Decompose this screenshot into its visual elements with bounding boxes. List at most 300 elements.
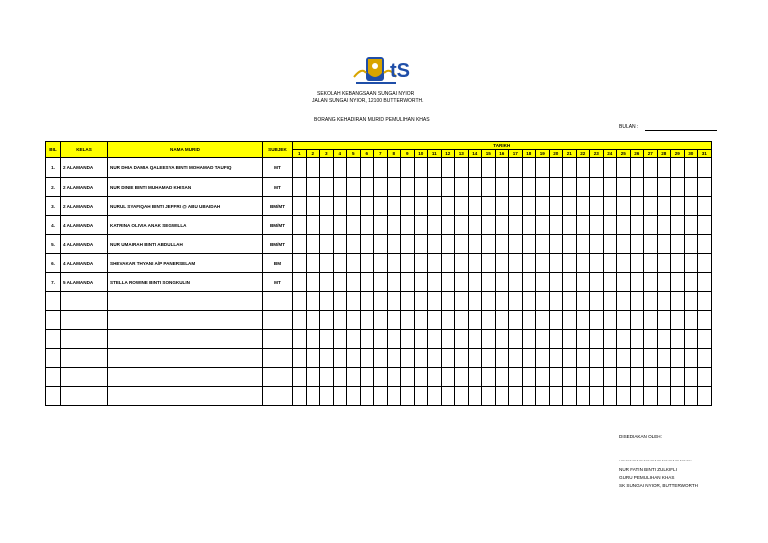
attendance-cell[interactable] bbox=[509, 216, 523, 235]
attendance-cell[interactable] bbox=[563, 387, 577, 406]
attendance-cell[interactable] bbox=[401, 178, 415, 197]
attendance-cell[interactable] bbox=[549, 273, 563, 292]
attendance-cell[interactable] bbox=[563, 273, 577, 292]
attendance-cell[interactable] bbox=[482, 330, 496, 349]
bulan-field[interactable] bbox=[645, 130, 717, 131]
attendance-cell[interactable] bbox=[495, 292, 509, 311]
attendance-cell[interactable] bbox=[509, 292, 523, 311]
attendance-cell[interactable] bbox=[293, 292, 307, 311]
attendance-cell[interactable] bbox=[360, 273, 374, 292]
attendance-cell[interactable] bbox=[414, 158, 428, 178]
attendance-cell[interactable] bbox=[401, 216, 415, 235]
attendance-cell[interactable] bbox=[306, 158, 320, 178]
attendance-cell[interactable] bbox=[320, 158, 334, 178]
attendance-cell[interactable] bbox=[576, 330, 590, 349]
attendance-cell[interactable] bbox=[509, 158, 523, 178]
attendance-cell[interactable] bbox=[455, 158, 469, 178]
attendance-cell[interactable] bbox=[495, 216, 509, 235]
attendance-cell[interactable] bbox=[684, 311, 698, 330]
attendance-cell[interactable] bbox=[320, 197, 334, 216]
attendance-cell[interactable] bbox=[536, 349, 550, 368]
attendance-cell[interactable] bbox=[657, 292, 671, 311]
attendance-cell[interactable] bbox=[644, 368, 658, 387]
attendance-cell[interactable] bbox=[401, 197, 415, 216]
attendance-cell[interactable] bbox=[536, 387, 550, 406]
attendance-cell[interactable] bbox=[333, 349, 347, 368]
attendance-cell[interactable] bbox=[360, 387, 374, 406]
attendance-cell[interactable] bbox=[684, 349, 698, 368]
attendance-cell[interactable] bbox=[347, 387, 361, 406]
attendance-cell[interactable] bbox=[306, 216, 320, 235]
attendance-cell[interactable] bbox=[401, 158, 415, 178]
attendance-cell[interactable] bbox=[549, 349, 563, 368]
attendance-cell[interactable] bbox=[590, 273, 604, 292]
attendance-cell[interactable] bbox=[320, 292, 334, 311]
attendance-cell[interactable] bbox=[590, 368, 604, 387]
attendance-cell[interactable] bbox=[306, 273, 320, 292]
attendance-cell[interactable] bbox=[306, 235, 320, 254]
attendance-cell[interactable] bbox=[644, 387, 658, 406]
attendance-cell[interactable] bbox=[576, 235, 590, 254]
attendance-cell[interactable] bbox=[482, 197, 496, 216]
attendance-cell[interactable] bbox=[522, 292, 536, 311]
attendance-cell[interactable] bbox=[630, 178, 644, 197]
attendance-cell[interactable] bbox=[428, 311, 442, 330]
attendance-cell[interactable] bbox=[468, 349, 482, 368]
attendance-cell[interactable] bbox=[495, 273, 509, 292]
attendance-cell[interactable] bbox=[306, 330, 320, 349]
attendance-cell[interactable] bbox=[563, 349, 577, 368]
attendance-cell[interactable] bbox=[671, 158, 685, 178]
attendance-cell[interactable] bbox=[698, 387, 712, 406]
attendance-cell[interactable] bbox=[401, 254, 415, 273]
attendance-cell[interactable] bbox=[671, 311, 685, 330]
attendance-cell[interactable] bbox=[387, 349, 401, 368]
attendance-cell[interactable] bbox=[563, 368, 577, 387]
attendance-cell[interactable] bbox=[333, 368, 347, 387]
attendance-cell[interactable] bbox=[333, 273, 347, 292]
attendance-cell[interactable] bbox=[522, 387, 536, 406]
attendance-cell[interactable] bbox=[333, 311, 347, 330]
attendance-cell[interactable] bbox=[522, 178, 536, 197]
attendance-cell[interactable] bbox=[644, 311, 658, 330]
attendance-cell[interactable] bbox=[630, 254, 644, 273]
attendance-cell[interactable] bbox=[590, 235, 604, 254]
attendance-cell[interactable] bbox=[603, 311, 617, 330]
attendance-cell[interactable] bbox=[522, 349, 536, 368]
attendance-cell[interactable] bbox=[468, 178, 482, 197]
attendance-cell[interactable] bbox=[441, 273, 455, 292]
attendance-cell[interactable] bbox=[698, 273, 712, 292]
attendance-cell[interactable] bbox=[293, 254, 307, 273]
attendance-cell[interactable] bbox=[401, 311, 415, 330]
attendance-cell[interactable] bbox=[644, 197, 658, 216]
attendance-cell[interactable] bbox=[657, 158, 671, 178]
attendance-cell[interactable] bbox=[644, 349, 658, 368]
attendance-cell[interactable] bbox=[671, 178, 685, 197]
attendance-cell[interactable] bbox=[455, 273, 469, 292]
attendance-cell[interactable] bbox=[698, 330, 712, 349]
attendance-cell[interactable] bbox=[347, 368, 361, 387]
attendance-cell[interactable] bbox=[401, 235, 415, 254]
attendance-cell[interactable] bbox=[374, 368, 388, 387]
attendance-cell[interactable] bbox=[657, 254, 671, 273]
attendance-cell[interactable] bbox=[441, 292, 455, 311]
attendance-cell[interactable] bbox=[482, 158, 496, 178]
attendance-cell[interactable] bbox=[617, 197, 631, 216]
attendance-cell[interactable] bbox=[603, 368, 617, 387]
attendance-cell[interactable] bbox=[428, 158, 442, 178]
attendance-cell[interactable] bbox=[630, 330, 644, 349]
attendance-cell[interactable] bbox=[617, 330, 631, 349]
attendance-cell[interactable] bbox=[387, 235, 401, 254]
attendance-cell[interactable] bbox=[630, 273, 644, 292]
attendance-cell[interactable] bbox=[428, 292, 442, 311]
attendance-cell[interactable] bbox=[684, 197, 698, 216]
attendance-cell[interactable] bbox=[468, 158, 482, 178]
attendance-cell[interactable] bbox=[347, 178, 361, 197]
attendance-cell[interactable] bbox=[347, 197, 361, 216]
attendance-cell[interactable] bbox=[603, 216, 617, 235]
attendance-cell[interactable] bbox=[374, 311, 388, 330]
attendance-cell[interactable] bbox=[576, 368, 590, 387]
attendance-cell[interactable] bbox=[698, 368, 712, 387]
attendance-cell[interactable] bbox=[563, 330, 577, 349]
attendance-cell[interactable] bbox=[522, 368, 536, 387]
attendance-cell[interactable] bbox=[306, 197, 320, 216]
attendance-cell[interactable] bbox=[536, 292, 550, 311]
attendance-cell[interactable] bbox=[320, 387, 334, 406]
attendance-cell[interactable] bbox=[684, 216, 698, 235]
attendance-cell[interactable] bbox=[563, 235, 577, 254]
attendance-cell[interactable] bbox=[657, 197, 671, 216]
attendance-cell[interactable] bbox=[644, 235, 658, 254]
attendance-cell[interactable] bbox=[522, 254, 536, 273]
attendance-cell[interactable] bbox=[333, 254, 347, 273]
attendance-cell[interactable] bbox=[576, 387, 590, 406]
attendance-cell[interactable] bbox=[333, 387, 347, 406]
attendance-cell[interactable] bbox=[482, 254, 496, 273]
attendance-cell[interactable] bbox=[306, 292, 320, 311]
attendance-cell[interactable] bbox=[698, 349, 712, 368]
attendance-cell[interactable] bbox=[644, 216, 658, 235]
attendance-cell[interactable] bbox=[374, 158, 388, 178]
attendance-cell[interactable] bbox=[617, 368, 631, 387]
attendance-cell[interactable] bbox=[549, 216, 563, 235]
attendance-cell[interactable] bbox=[684, 254, 698, 273]
attendance-cell[interactable] bbox=[509, 197, 523, 216]
attendance-cell[interactable] bbox=[495, 387, 509, 406]
attendance-cell[interactable] bbox=[536, 368, 550, 387]
attendance-cell[interactable] bbox=[644, 254, 658, 273]
attendance-cell[interactable] bbox=[617, 178, 631, 197]
attendance-cell[interactable] bbox=[657, 311, 671, 330]
attendance-cell[interactable] bbox=[576, 254, 590, 273]
attendance-cell[interactable] bbox=[401, 349, 415, 368]
attendance-cell[interactable] bbox=[374, 292, 388, 311]
attendance-cell[interactable] bbox=[657, 349, 671, 368]
attendance-cell[interactable] bbox=[414, 330, 428, 349]
attendance-cell[interactable] bbox=[374, 235, 388, 254]
attendance-cell[interactable] bbox=[698, 158, 712, 178]
attendance-cell[interactable] bbox=[684, 292, 698, 311]
attendance-cell[interactable] bbox=[414, 368, 428, 387]
attendance-cell[interactable] bbox=[617, 387, 631, 406]
attendance-cell[interactable] bbox=[495, 158, 509, 178]
attendance-cell[interactable] bbox=[374, 254, 388, 273]
attendance-cell[interactable] bbox=[401, 387, 415, 406]
attendance-cell[interactable] bbox=[590, 330, 604, 349]
attendance-cell[interactable] bbox=[333, 235, 347, 254]
attendance-cell[interactable] bbox=[468, 273, 482, 292]
attendance-cell[interactable] bbox=[590, 254, 604, 273]
attendance-cell[interactable] bbox=[455, 292, 469, 311]
attendance-cell[interactable] bbox=[455, 349, 469, 368]
attendance-cell[interactable] bbox=[603, 254, 617, 273]
attendance-cell[interactable] bbox=[428, 178, 442, 197]
attendance-cell[interactable] bbox=[482, 311, 496, 330]
attendance-cell[interactable] bbox=[387, 292, 401, 311]
attendance-cell[interactable] bbox=[509, 235, 523, 254]
attendance-cell[interactable] bbox=[428, 349, 442, 368]
attendance-cell[interactable] bbox=[509, 387, 523, 406]
attendance-cell[interactable] bbox=[360, 368, 374, 387]
attendance-cell[interactable] bbox=[414, 178, 428, 197]
attendance-cell[interactable] bbox=[320, 368, 334, 387]
attendance-cell[interactable] bbox=[293, 368, 307, 387]
attendance-cell[interactable] bbox=[387, 158, 401, 178]
attendance-cell[interactable] bbox=[387, 387, 401, 406]
attendance-cell[interactable] bbox=[347, 235, 361, 254]
attendance-cell[interactable] bbox=[617, 254, 631, 273]
attendance-cell[interactable] bbox=[576, 158, 590, 178]
attendance-cell[interactable] bbox=[563, 158, 577, 178]
attendance-cell[interactable] bbox=[536, 330, 550, 349]
attendance-cell[interactable] bbox=[320, 273, 334, 292]
attendance-cell[interactable] bbox=[455, 368, 469, 387]
attendance-cell[interactable] bbox=[549, 387, 563, 406]
attendance-cell[interactable] bbox=[414, 235, 428, 254]
attendance-cell[interactable] bbox=[441, 349, 455, 368]
attendance-cell[interactable] bbox=[509, 349, 523, 368]
attendance-cell[interactable] bbox=[428, 254, 442, 273]
attendance-cell[interactable] bbox=[482, 292, 496, 311]
attendance-cell[interactable] bbox=[522, 235, 536, 254]
attendance-cell[interactable] bbox=[347, 216, 361, 235]
attendance-cell[interactable] bbox=[387, 273, 401, 292]
attendance-cell[interactable] bbox=[428, 216, 442, 235]
attendance-cell[interactable] bbox=[671, 216, 685, 235]
attendance-cell[interactable] bbox=[617, 273, 631, 292]
attendance-cell[interactable] bbox=[590, 197, 604, 216]
attendance-cell[interactable] bbox=[401, 273, 415, 292]
attendance-cell[interactable] bbox=[401, 330, 415, 349]
attendance-cell[interactable] bbox=[468, 254, 482, 273]
attendance-cell[interactable] bbox=[455, 254, 469, 273]
attendance-cell[interactable] bbox=[320, 235, 334, 254]
attendance-cell[interactable] bbox=[333, 178, 347, 197]
attendance-cell[interactable] bbox=[414, 273, 428, 292]
attendance-cell[interactable] bbox=[441, 197, 455, 216]
attendance-cell[interactable] bbox=[657, 178, 671, 197]
attendance-cell[interactable] bbox=[306, 349, 320, 368]
attendance-cell[interactable] bbox=[576, 311, 590, 330]
attendance-cell[interactable] bbox=[374, 330, 388, 349]
attendance-cell[interactable] bbox=[509, 254, 523, 273]
attendance-cell[interactable] bbox=[293, 311, 307, 330]
attendance-cell[interactable] bbox=[482, 235, 496, 254]
attendance-cell[interactable] bbox=[630, 216, 644, 235]
attendance-cell[interactable] bbox=[509, 273, 523, 292]
attendance-cell[interactable] bbox=[387, 311, 401, 330]
attendance-cell[interactable] bbox=[671, 197, 685, 216]
attendance-cell[interactable] bbox=[576, 349, 590, 368]
attendance-cell[interactable] bbox=[549, 311, 563, 330]
attendance-cell[interactable] bbox=[657, 216, 671, 235]
attendance-cell[interactable] bbox=[630, 158, 644, 178]
attendance-cell[interactable] bbox=[320, 216, 334, 235]
attendance-cell[interactable] bbox=[293, 349, 307, 368]
attendance-cell[interactable] bbox=[509, 368, 523, 387]
attendance-cell[interactable] bbox=[333, 292, 347, 311]
attendance-cell[interactable] bbox=[576, 197, 590, 216]
attendance-cell[interactable] bbox=[576, 273, 590, 292]
attendance-cell[interactable] bbox=[671, 292, 685, 311]
attendance-cell[interactable] bbox=[495, 235, 509, 254]
attendance-cell[interactable] bbox=[522, 158, 536, 178]
attendance-cell[interactable] bbox=[428, 330, 442, 349]
attendance-cell[interactable] bbox=[374, 178, 388, 197]
attendance-cell[interactable] bbox=[590, 216, 604, 235]
attendance-cell[interactable] bbox=[306, 368, 320, 387]
attendance-cell[interactable] bbox=[482, 216, 496, 235]
attendance-cell[interactable] bbox=[482, 368, 496, 387]
attendance-cell[interactable] bbox=[657, 273, 671, 292]
attendance-cell[interactable] bbox=[320, 311, 334, 330]
attendance-cell[interactable] bbox=[603, 197, 617, 216]
attendance-cell[interactable] bbox=[522, 197, 536, 216]
attendance-cell[interactable] bbox=[684, 368, 698, 387]
attendance-cell[interactable] bbox=[347, 158, 361, 178]
attendance-cell[interactable] bbox=[306, 254, 320, 273]
attendance-cell[interactable] bbox=[347, 311, 361, 330]
attendance-cell[interactable] bbox=[468, 235, 482, 254]
attendance-cell[interactable] bbox=[495, 311, 509, 330]
attendance-cell[interactable] bbox=[320, 349, 334, 368]
attendance-cell[interactable] bbox=[414, 311, 428, 330]
attendance-cell[interactable] bbox=[482, 178, 496, 197]
attendance-cell[interactable] bbox=[495, 178, 509, 197]
attendance-cell[interactable] bbox=[360, 292, 374, 311]
attendance-cell[interactable] bbox=[671, 349, 685, 368]
attendance-cell[interactable] bbox=[630, 387, 644, 406]
attendance-cell[interactable] bbox=[684, 387, 698, 406]
attendance-cell[interactable] bbox=[603, 349, 617, 368]
attendance-cell[interactable] bbox=[468, 387, 482, 406]
attendance-cell[interactable] bbox=[563, 311, 577, 330]
attendance-cell[interactable] bbox=[536, 178, 550, 197]
attendance-cell[interactable] bbox=[455, 197, 469, 216]
attendance-cell[interactable] bbox=[630, 292, 644, 311]
attendance-cell[interactable] bbox=[468, 216, 482, 235]
attendance-cell[interactable] bbox=[428, 235, 442, 254]
attendance-cell[interactable] bbox=[671, 235, 685, 254]
attendance-cell[interactable] bbox=[293, 273, 307, 292]
attendance-cell[interactable] bbox=[644, 330, 658, 349]
attendance-cell[interactable] bbox=[603, 292, 617, 311]
attendance-cell[interactable] bbox=[671, 387, 685, 406]
attendance-cell[interactable] bbox=[657, 368, 671, 387]
attendance-cell[interactable] bbox=[536, 197, 550, 216]
attendance-cell[interactable] bbox=[684, 235, 698, 254]
attendance-cell[interactable] bbox=[671, 330, 685, 349]
attendance-cell[interactable] bbox=[671, 254, 685, 273]
attendance-cell[interactable] bbox=[684, 178, 698, 197]
attendance-cell[interactable] bbox=[549, 197, 563, 216]
attendance-cell[interactable] bbox=[374, 387, 388, 406]
attendance-cell[interactable] bbox=[590, 292, 604, 311]
attendance-cell[interactable] bbox=[603, 158, 617, 178]
attendance-cell[interactable] bbox=[549, 368, 563, 387]
attendance-cell[interactable] bbox=[671, 273, 685, 292]
attendance-cell[interactable] bbox=[374, 349, 388, 368]
attendance-cell[interactable] bbox=[360, 178, 374, 197]
attendance-cell[interactable] bbox=[333, 216, 347, 235]
attendance-cell[interactable] bbox=[455, 387, 469, 406]
attendance-cell[interactable] bbox=[441, 235, 455, 254]
attendance-cell[interactable] bbox=[698, 235, 712, 254]
attendance-cell[interactable] bbox=[536, 158, 550, 178]
attendance-cell[interactable] bbox=[522, 273, 536, 292]
attendance-cell[interactable] bbox=[617, 349, 631, 368]
attendance-cell[interactable] bbox=[698, 254, 712, 273]
attendance-cell[interactable] bbox=[482, 349, 496, 368]
attendance-cell[interactable] bbox=[414, 292, 428, 311]
attendance-cell[interactable] bbox=[698, 292, 712, 311]
attendance-cell[interactable] bbox=[414, 387, 428, 406]
attendance-cell[interactable] bbox=[603, 387, 617, 406]
attendance-cell[interactable] bbox=[320, 330, 334, 349]
attendance-cell[interactable] bbox=[360, 158, 374, 178]
attendance-cell[interactable] bbox=[306, 311, 320, 330]
attendance-cell[interactable] bbox=[536, 273, 550, 292]
attendance-cell[interactable] bbox=[387, 178, 401, 197]
attendance-cell[interactable] bbox=[698, 178, 712, 197]
attendance-cell[interactable] bbox=[549, 254, 563, 273]
attendance-cell[interactable] bbox=[306, 178, 320, 197]
attendance-cell[interactable] bbox=[428, 273, 442, 292]
attendance-cell[interactable] bbox=[360, 235, 374, 254]
attendance-cell[interactable] bbox=[347, 254, 361, 273]
attendance-cell[interactable] bbox=[495, 330, 509, 349]
attendance-cell[interactable] bbox=[360, 330, 374, 349]
attendance-cell[interactable] bbox=[549, 235, 563, 254]
attendance-cell[interactable] bbox=[387, 368, 401, 387]
attendance-cell[interactable] bbox=[576, 292, 590, 311]
attendance-cell[interactable] bbox=[414, 216, 428, 235]
attendance-cell[interactable] bbox=[563, 197, 577, 216]
attendance-cell[interactable] bbox=[617, 216, 631, 235]
attendance-cell[interactable] bbox=[549, 330, 563, 349]
attendance-cell[interactable] bbox=[657, 330, 671, 349]
attendance-cell[interactable] bbox=[374, 273, 388, 292]
attendance-cell[interactable] bbox=[387, 254, 401, 273]
attendance-cell[interactable] bbox=[414, 254, 428, 273]
attendance-cell[interactable] bbox=[590, 178, 604, 197]
attendance-cell[interactable] bbox=[522, 216, 536, 235]
attendance-cell[interactable] bbox=[563, 178, 577, 197]
attendance-cell[interactable] bbox=[293, 158, 307, 178]
